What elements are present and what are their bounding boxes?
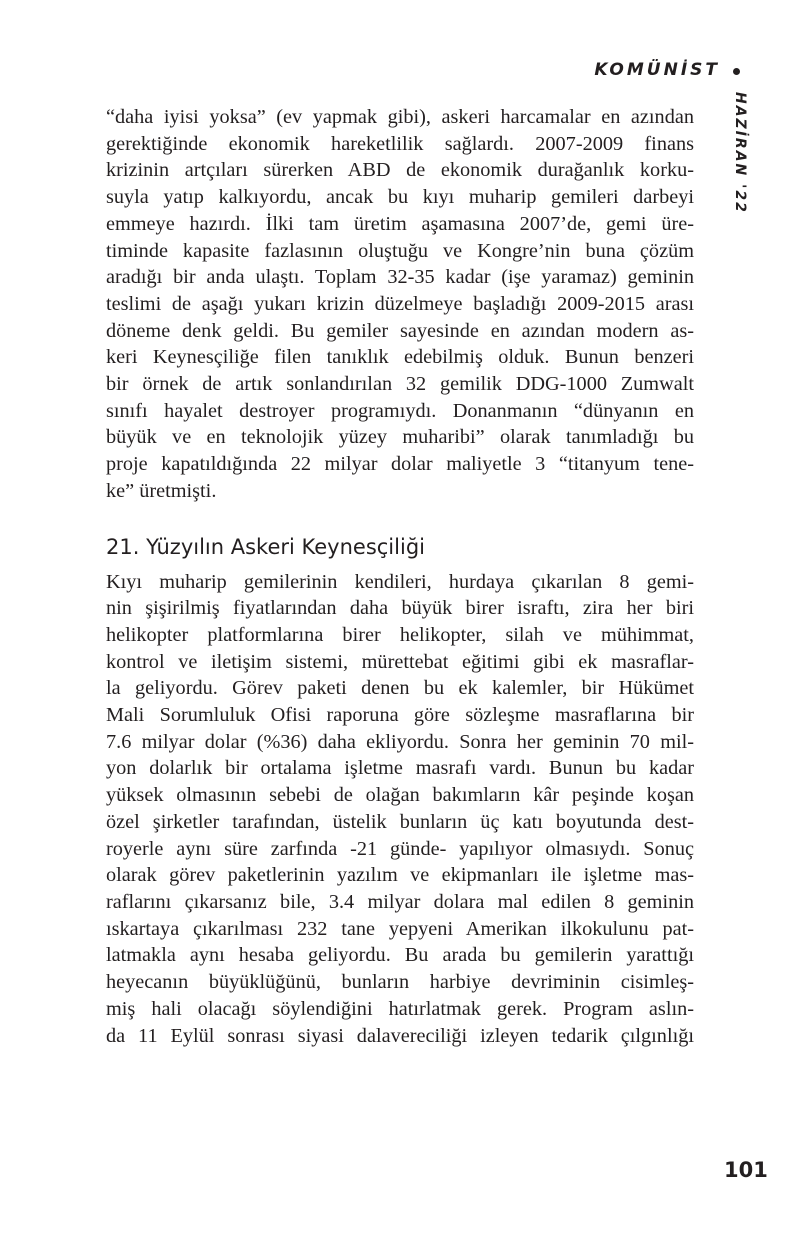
text-line: ıskartaya çıkarılması 232 tane yepyeni Amerikan ilkokulunu pat- [106, 917, 694, 940]
text-line: aradığı bir anda ulaştı. Toplam 32-35 kadar (işe yaramaz) geminin [106, 266, 694, 289]
bullet-dot-icon [733, 68, 740, 75]
text-line: 7.6 milyar dolar (%36) daha ekliyordu. Sonra her geminin 70 mil- [106, 730, 694, 753]
text-line: latmakla aynı hesaba geliyordu. Bu arada bu gemilerin yarattığı [106, 944, 694, 967]
text-line: heyecanın büyüklüğünü, bunların harbiye devriminin cisimleş- [106, 971, 694, 994]
text-line: suyla yatıp kalkıyordu, ancak bu kıyı muharip gemileri darbeyi [106, 186, 694, 209]
text-line: emmeye hazırdı. İlki tam üretim aşamasına 2007’de, gemi üre- [106, 212, 694, 235]
article-body [106, 104, 694, 1049]
text-line: büyük ve en teknolojik yüzey muharibi” olarak tanımladığı bu [106, 426, 694, 449]
section-heading: 21. Yüzyılın Askeri Keynesçiliği [106, 534, 425, 559]
text-line: nin şişirilmiş fiyatlarından daha büyük birer israftı, zira her biri [106, 597, 694, 620]
text-line: Mali Sorumluluk Ofisi raporuna göre sözleşme masraflarına bir [106, 704, 694, 727]
text-line: özel şirketler tarafından, üstelik bunların üç katı boyutunda dest- [106, 810, 694, 833]
text-line: “daha iyisi yoksa” (ev yapmak gibi), askeri harcamalar en azından [106, 106, 694, 128]
text-line: yon dolarlık bir ortalama işletme masrafı vardı. Bunun bu kadar [106, 757, 694, 780]
text-line: olarak görev paketlerinin yazılım ve ekipmanları ile işletme mas- [106, 864, 694, 887]
text-line: da 11 Eylül sonrası siyasi dalavereciliği izleyen tedarik çılgınlığı [106, 1024, 694, 1047]
text-line: raflarını çıkarsanız bile, 3.4 milyar dolara mal edilen 8 geminin [106, 890, 694, 913]
text-line: proje kapatıldığında 22 milyar dolar maliyetle 3 “titanyum tene- [106, 453, 694, 476]
journal-title: KOMÜNİST [594, 60, 720, 80]
text-line: sınıfı hayalet destroyer programıydı. Donanmanın “dünyanın en [106, 399, 694, 422]
text-line: teslimi de aşağı yukarı krizin düzelmeye başladığı 2009-2015 arası [106, 292, 694, 315]
paragraph-2 [106, 569, 694, 1050]
text-line: gerektiğinde ekonomik hareketlilik sağlardı. 2007-2009 finans [106, 132, 694, 155]
text-line: royerle aynı süre zarfında -21 günde- yapılıyor olmasıydı. Sonuç [106, 837, 694, 860]
text-line: ke” üretmişti. [106, 479, 217, 502]
text-line: helikopter platformlarına birer helikopter, silah ve mühimmat, [106, 623, 694, 646]
issue-date: HAZİRAN '22 [732, 92, 748, 214]
text-line: Kıyı muharip gemilerinin kendileri, hurdaya çıkarılan 8 gemi- [106, 570, 694, 593]
text-line: timinde kapasite fazlasının oluştuğu ve Kongre’nin buna çözüm [106, 239, 694, 262]
text-line: yüksek olmasının sebebi de olağan bakımların kâr peşinde koşan [106, 784, 694, 807]
text-line: kontrol ve iletişim sistemi, mürettebat eğitimi gibi ek masraflar- [106, 650, 694, 673]
text-line: la geliyordu. Görev paketi denen bu ek kalemler, bir Hükümet [106, 677, 694, 700]
text-line: keri Keynesçiliğe filen tanıklık edebilmiş olduk. Bunun benzeri [106, 346, 694, 369]
page-number: 101 [724, 1158, 768, 1182]
text-line: krizinin artçıları sürerken ABD de ekonomik durağanlık korku- [106, 159, 694, 182]
text-line: miş hali olacağı söylendiğini hatırlatmak gerek. Program aslın- [106, 997, 694, 1020]
paragraph-1 [106, 104, 694, 505]
text-line: döneme denk geldi. Bu gemiler sayesinde en azından modern as- [106, 319, 694, 342]
text-line: bir örnek de artık sonlandırılan 32 gemilik DDG-1000 Zumwalt [106, 373, 694, 396]
